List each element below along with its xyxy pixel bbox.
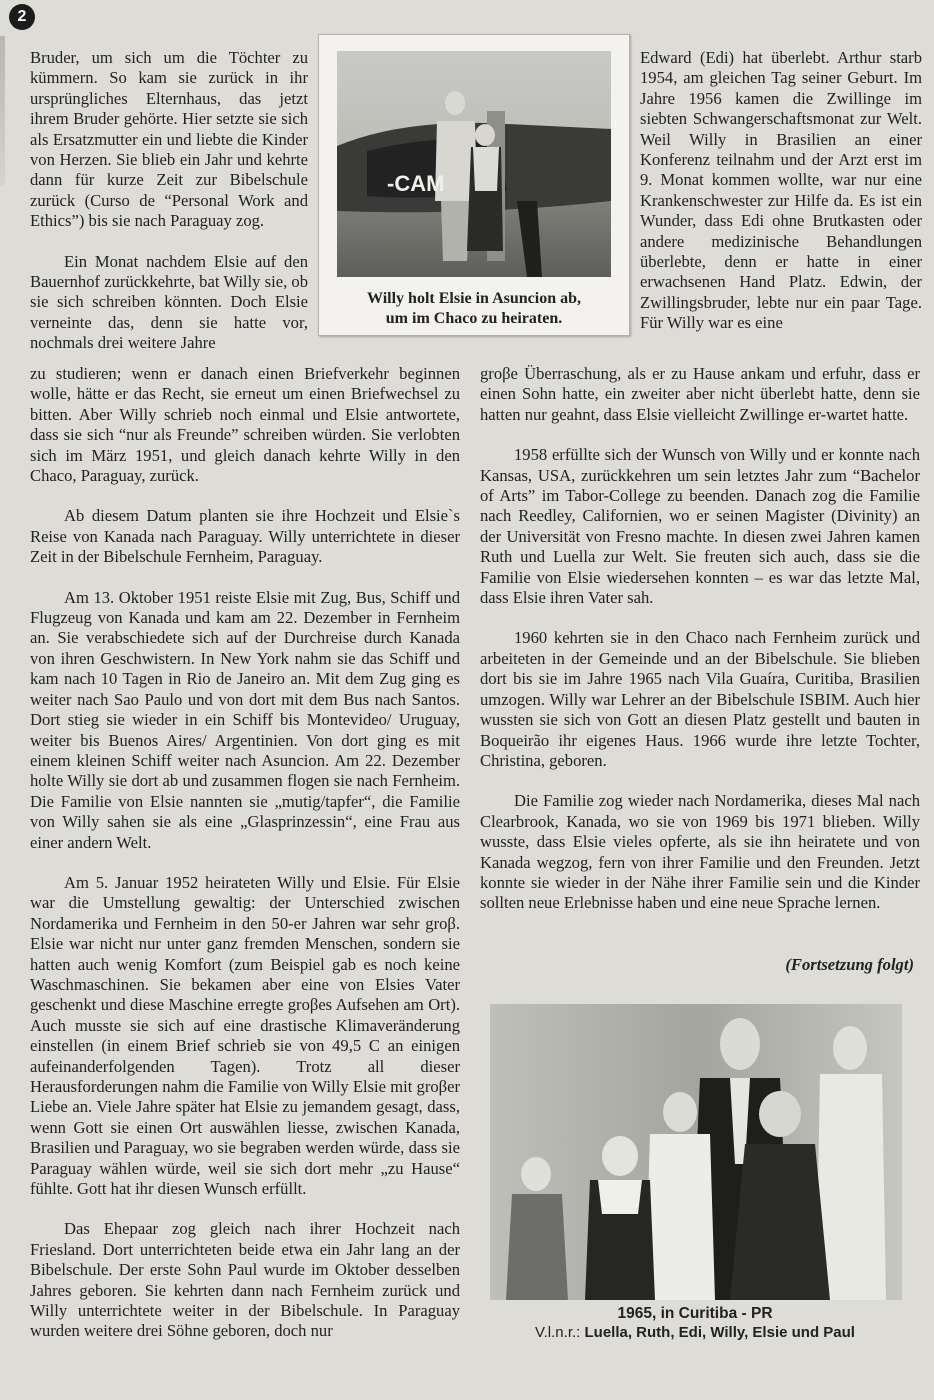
paragraph: zu studieren; wenn er danach einen Briefverkehr beginnen wolle, hätte er das Recht, sie erneut um einen Briefwechsel zu bitten. Aber Willy schrieb noch einmal und Elsie antwortete, dass sie sich “nur als Freunde” schreiben würden. Sie verlobten sich im März 1951, und gleich danach kehrte Willy in den Chaco, Paraguay, zurück. — [30, 364, 460, 486]
plane-registration: -CAM — [387, 171, 445, 196]
paragraph: 1960 kehrten sie in den Chaco nach Fernheim zurück und arbeiteten in der Gemeinde und an der Bibelschule. Sie blieben dort bis sie im Jahre 1965 nach Vila Guaíra, Curitiba, Brasilien umzogen. Willy war Lehrer an der Bibelschule ISBIM. Auch hier wussten sie sich von Gott an diesen Platz gestellt und bauten in Boqueirão ihr eigenes Haus. 1966 wurde ihre letzte Tochter, Christina, geboren. — [480, 628, 920, 770]
caption-title: 1965, in Curitiba - PR — [617, 1305, 773, 1322]
paragraph: Ein Monat nachdem Elsie auf den Bauernhof zurückkehrte, bat Willy sie, ob sie sich schreiben könnten. Doch Elsie verneinte das, denn sie hatte vor, nochmals drei weitere Jahre — [30, 251, 308, 353]
left-column-top — [30, 48, 308, 354]
photo-caption-family — [490, 1304, 900, 1342]
paragraph: Am 13. Oktober 1951 reiste Elsie mit Zug, Bus, Schiff und Flugzeug von Kanada und kam am 22. Dezember in Fernheim an. Sie verabschiedete sich auf der Durchreise durch Kanada von ihren Geschwistern. In New York nahm sie das Schiff und kam nach 10 Tagen in Rio de Janeiro an. Mit dem Zug ging es weiter nach Sao Paulo und von dort mit dem Bus nach Santos. Dort stieg sie wieder in ein Schiff bis Montevideo/ Uruguay, weiter bis Buenos Aires/ Argentinien. Von dort ging es mit einem kleinen Schiff weiter nach Asuncion. Am 22. Dezember holte Willy sie dort ab und zusammen flogen sie nach Fernheim. Die Familie von Elsie nannten sie „mutig/tapfer“, die Familie von Willy sahen sie als eine „Glasprinzessin“, eine Frau aus einer andern Welt. — [30, 587, 460, 852]
right-column-top — [640, 48, 922, 334]
photo-frame-wedding — [318, 34, 630, 336]
paragraph: Edward (Edi) hat überlebt. Arthur starb 1954, am gleichen Tag seiner Geburt. Im Jahre 1956 kamen die Zwillinge im siebten Schwangerschaftsmonat zur Welt. Weil Willy in Brasilien an einer Konferenz teilnahm und der Arzt erst im 9. Monat kommen wollte, war nur eine Krankenschwester zur Hilfe da. Es ist ein Wunder, dass Edi ohne Brutkasten oder andere medizinische Behandlungen überlebte, denn er hatte in einer erwachsenen Hand Platz. Edwin, der Zwillingsbruder, lebte nur ein paar Tage. Für Willy war es eine — [640, 48, 922, 333]
airplane-photo-graphic — [337, 51, 611, 277]
paragraph: Die Familie zog wieder nach Nordamerika, dieses Mal nach Clearbrook, Kanada, wo sie von 1969 bis 1971 blieben. Willy wusste, dass Elsie vieles opferte, als sie ihn heiratete und von Kanada wegzog, fern von ihrer Familie und den Freunden. Jetzt konnte sie wieder in der Nähe ihrer Familie sein und die Kinder sollten neue Erlebnisse haben und eine neue Sprache lernen. — [480, 791, 920, 913]
continued-note: (Fortsetzung folgt) — [785, 955, 914, 974]
caption-prefix: V.l.n.r.: — [535, 1324, 585, 1341]
binding-edge — [0, 36, 5, 186]
family-photo-graphic — [490, 1004, 902, 1300]
right-column-main — [480, 364, 920, 934]
photo-willy-elsie-airplane — [337, 51, 611, 277]
paragraph: groβe Überraschung, als er zu Hause ankam und erfuhr, dass er einen Sohn hatte, ein zweiter aber nicht überlebt hatte, denn sie hatten nur geahnt, dass Elsie vielleicht Zwillinge er-wartet hatte. — [480, 364, 920, 424]
caption-line: Willy holt Elsie in Asuncion ab, — [367, 290, 581, 307]
paragraph: Bruder, um sich um die Töchter zu kümmern. So kam sie zurück in ihr ursprüngliches Elternhaus, das jetzt ihrem Bruder gehörte. Hier setzte sie sich als Ersatzmutter ein und liebte die Kinder von Herzen. Sie blieb ein Jahr und kehrte dann für kurze Zeit zur Bibelschule zurück (Curso de “Personal Work and Ethics”) bis sie nach Paraguay zog. — [30, 48, 308, 231]
left-column-main — [30, 364, 460, 1342]
photo-caption-wedding — [319, 289, 629, 329]
photo-family-1965 — [490, 1004, 902, 1300]
paragraph: Das Ehepaar zog gleich nach ihrer Hochzeit nach Friesland. Dort unterrichteten beide etwa ein Jahr lang an der Bibelschule. Der erste Sohn Paul wurde im Oktober desselben Jahres geboren. Sie kehrten dann nach Fernheim zurück und Willy unterrichtete weiter in der Bibelschule. In Paraguay wurden weitere drei Söhne geboren, doch nur — [30, 1219, 460, 1341]
paragraph: Am 5. Januar 1952 heirateten Willy und Elsie. Für Elsie war die Umstellung gewaltig: der Unterschied zwischen Nordamerika und Fernheim in den 50-er Jahren war sehr groβ. Elsie war nicht nur unter ganz fremden Menschen, sondern sie hatten auch wenig Komfort (zum Beispiel gab es noch keine Waschmaschinen. Sie bekamen aber eine von Elsies Vater geschenkt und diese Maschine erregte groβes Aufsehen am Ort). Auch musste sie sich auf eine drastische Klimaveränderung einstellen (in einem Brief schrieb sie von 49,5 C an einigen aufeinanderfolgenden Tagen). Trotz all dieser Herausforderungen nahm die Familie von Willy Elsie mit groβer Liebe an. Viele Jahre später hat Elsie zu jemandem gesagt, dass, wenn Gott sie einen Ort auswählen liesse, zwischen Kanada, Brasilien und Paraguay, wo sie begraben werden würde, dass sie Paraguay wählen würde, weil sie sich dort mehr „zu Hause“ fühlte. Gott hat ihr diesen Wunsch erfüllt. — [30, 872, 460, 1199]
paragraph: 1958 erfüllte sich der Wunsch von Willy und er konnte nach Kansas, USA, zurückkehren um sein letztes Jahr zum “Bachelor of Arts” im Tabor-College zu beenden. Danach zog die Familie nach Reedley, Californien, wo er seinen Magister (Divinity) an der Universität von Fresno machte. In diesen zwei Jahren kamen Ruth und Luella zur Welt. Sie freuten sich auch, dass sie die Familie von Elsie wiedersehen konnten – es war das letzte Mal, dass Elsie ihren Vater sah. — [480, 445, 920, 608]
caption-line: um im Chaco zu heiraten. — [385, 310, 563, 327]
caption-names-line — [490, 1323, 900, 1342]
caption-names: Luella, Ruth, Edi, Willy, Elsie und Paul — [584, 1324, 855, 1341]
paragraph: Ab diesem Datum planten sie ihre Hochzeit und Elsie`s Reise von Kanada nach Paraguay. Willy unterrichtete in dieser Zeit in der Bibelschule Fernheim, Paraguay. — [30, 506, 460, 567]
page-number-badge: 2 — [9, 4, 35, 30]
